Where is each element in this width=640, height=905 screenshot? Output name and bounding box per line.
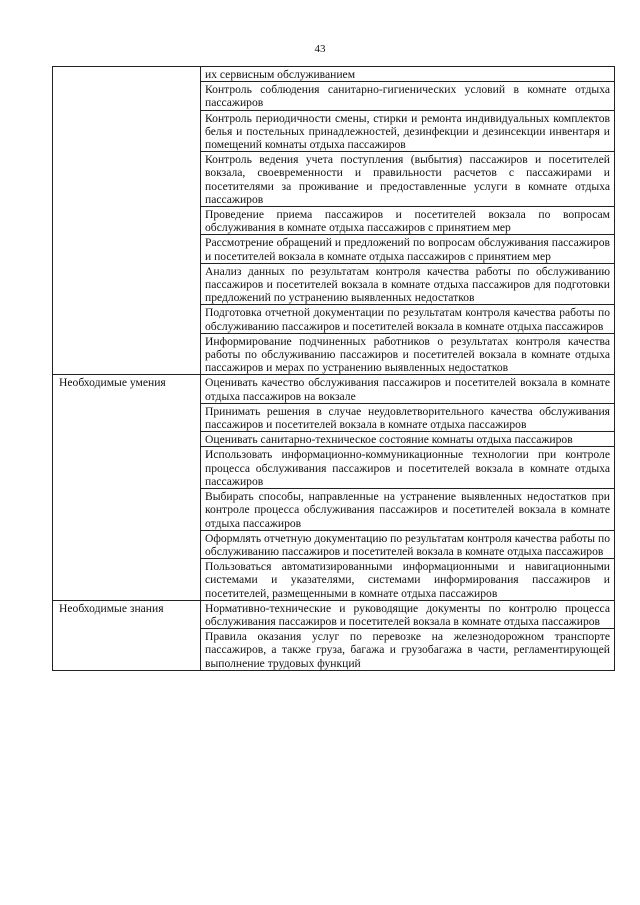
table-cell: Выбирать способы, направленные на устранение выявленных недостатков при контроле процесса обслуживания пассажиров и посетителей вокзала в комнате отдыха пассажиров [201, 489, 615, 531]
section-label [53, 67, 201, 375]
table-cell: Оценивать качество обслуживания пассажиров и посетителей вокзала в комнате отдыха пассажиров на вокзале [201, 375, 615, 403]
page-number: 43 [314, 43, 326, 55]
table-row [53, 375, 615, 403]
table-cell: Оформлять отчетную документацию по результатам контроля качества работы по обслуживанию пассажиров и посетителей вокзала в комнате отдыха пассажиров [201, 530, 615, 558]
section-label-knowledge: Необходимые знания [53, 600, 201, 670]
table-cell: Анализ данных по результатам контроля качества работы по обслуживанию пассажиров и посетителей вокзала в комнате отдыха пассажиров для подготовки предложений по устранению выявленных недостатков [201, 263, 615, 305]
table-cell: Принимать решения в случае неудовлетворительного качества обслуживания пассажиров и посетителей вокзала в комнате отдыха пассажиров [201, 403, 615, 431]
table-cell: Проведение приема пассажиров и посетителей вокзала по вопросам обслуживания в комнате отдыха пассажиров с принятием мер [201, 207, 615, 235]
table-cell: Контроль периодичности смены, стирки и ремонта индивидуальных комплектов белья и постельных принадлежностей, дезинфекции и дезинсекции инвентаря и помещений комнаты отдыха пассажиров [201, 110, 615, 152]
table-cell: Нормативно-технические и руководящие документы по контролю процесса обслуживания пассажиров и посетителей вокзала в комнате отдыха пассажиров [201, 600, 615, 628]
table-row [53, 600, 615, 628]
section-label-skills: Необходимые умения [53, 375, 201, 600]
table-cell: Контроль ведения учета поступления (выбытия) пассажиров и посетителей вокзала, своевременности и правильности расчетов с пассажирами и посетителями за проживание и предоставленные услуги в комнате отдыха пассажиров [201, 152, 615, 207]
table-cell: Рассмотрение обращений и предложений по вопросам обслуживания пассажиров и посетителей вокзала в комнате отдыха пассажиров с принятием мер [201, 235, 615, 263]
table-cell: Пользоваться автоматизированными информационными и навигационными системами и указателями, системами информирования пассажиров и посетителей, размещенными в комнате отдыха пассажиров [201, 559, 615, 601]
qualification-table [52, 66, 615, 671]
table-cell: Использовать информационно-коммуникационные технологии при контроле процесса обслуживания пассажиров и посетителей вокзала в комнате отдыха пассажиров [201, 447, 615, 489]
table-cell: Подготовка отчетной документации по результатам контроля качества работы по обслуживанию пассажиров и посетителей вокзала в комнате отдыха пассажиров [201, 305, 615, 333]
table-row [53, 67, 615, 82]
table-cell: Контроль соблюдения санитарно-гигиенических условий в комнате отдыха пассажиров [201, 82, 615, 110]
table-cell: Оценивать санитарно-техническое состояние комнаты отдыха пассажиров [201, 432, 615, 447]
table-cell: их сервисным обслуживанием [201, 67, 615, 82]
table-cell: Правила оказания услуг по перевозке на железнодорожном транспорте пассажиров, а также груза, багажа и грузобагажа в части, регламентирующей выполнение трудовых функций [201, 629, 615, 671]
table-cell: Информирование подчиненных работников о результатах контроля качества работы по обслуживанию пассажиров и посетителей вокзала в комнате отдыха пассажиров и мерах по устранению выявленных недостатков [201, 333, 615, 375]
